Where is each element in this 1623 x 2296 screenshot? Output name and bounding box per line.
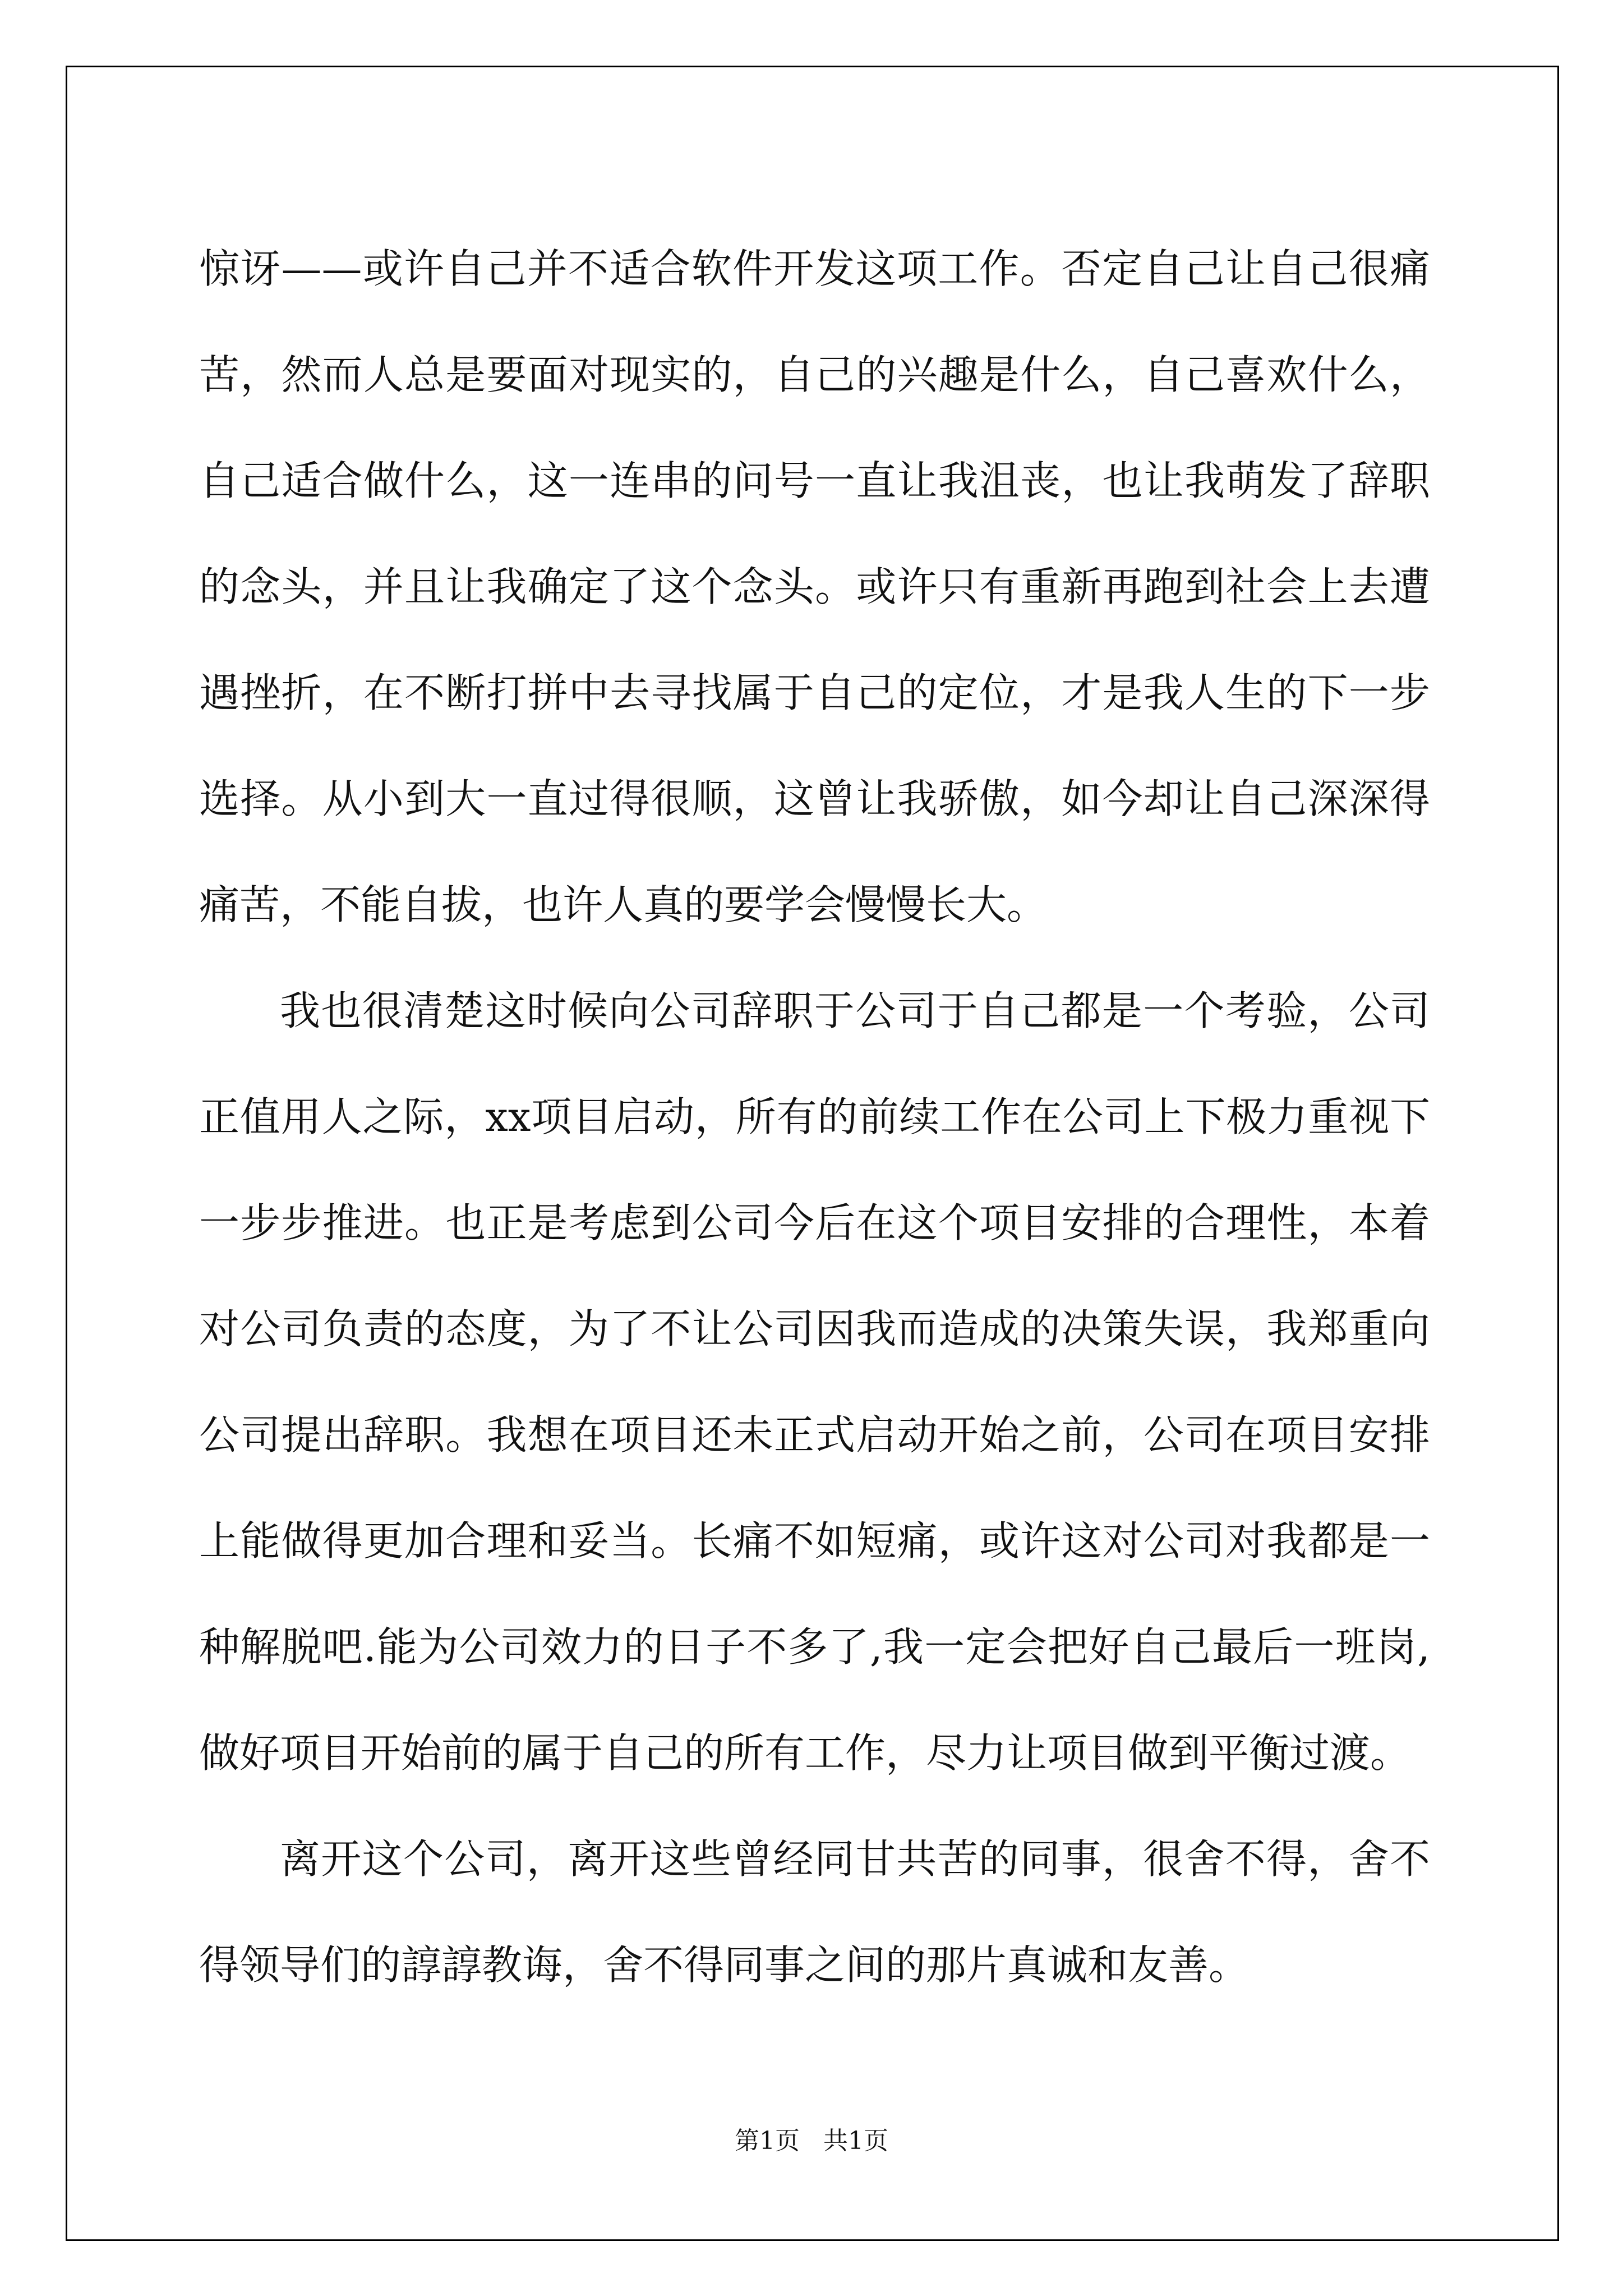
page-number-footer: 第1页 共1页 xyxy=(735,2127,888,2155)
document-body xyxy=(199,216,1430,2018)
paragraph-2: 我也很清楚这时候向公司辞职于公司于自己都是一个考验，公司正值用人之际，xx项目启动，所有的前续工作在公司上下极力重视下一步步推进。也正是考虑到公司今后在这个项目安排的合理性，本着对公司负责的态度，为了不让公司因我而造成的决策失误，我郑重向公司提出辞职。我想在项目还未正式启动开始之前，公司在项目安排上能做得更加合理和妥当。长痛不如短痛，或许这对公司对我都是一种解脱吧.能为公司效力的日子不多了,我一定会把好自己最后一班岗,做好项目开始前的属于自己的所有工作，尽力让项目做到平衡过渡。 xyxy=(199,987,1430,1777)
paragraph-3: 离开这个公司，离开这些曾经同甘共苦的同事，很舍不得，舍不得领导们的諄諄教诲，舍不得同事之间的那片真诚和友善。 xyxy=(199,1835,1430,1989)
paragraph-1: 惊讶——或许自己并不适合软件开发这项工作。否定自己让自己很痛苦，然而人总是要面对现实的，自己的兴趣是什么，自己喜欢什么，自己适合做什么，这一连串的问号一直让我沮丧，也让我萌发了辞职的念头，并且让我确定了这个念头。或许只有重新再跑到社会上去遭遇挫折，在不断打拼中去寻找属于自己的定位，才是我人生的下一步选择。从小到大一直过得很顺，这曾让我骄傲，如今却让自己深深得痛苦，不能自拔，也许人真的要学会慢慢长大。 xyxy=(199,245,1430,928)
